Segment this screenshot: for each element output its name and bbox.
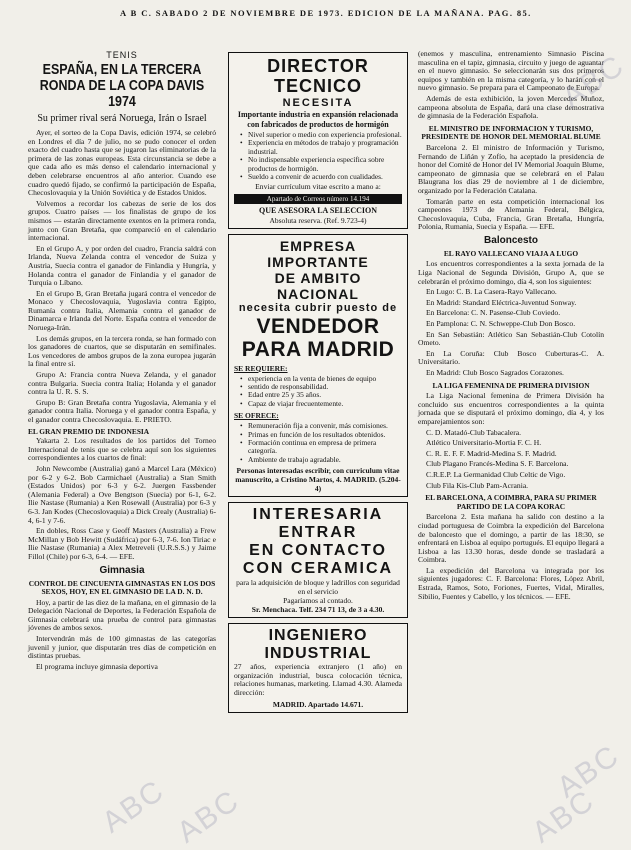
paragraph: Barcelona 2. El ministro de Información y Turismo, Fernando de Liñán y Zofío, ha aceptado la presidencia de honor del Comité de Honor del IV Memorial Joaquín Blume, campeonato de gimnasia que se celebrará en el Palau Blaugrana los días 29 de noviembre al 1 de diciembre, organizado por la Federación Catalana. xyxy=(418,142,604,195)
ad-bullets xyxy=(234,131,402,181)
paragraph: Hoy, a partir de las diez de la mañana, en el gimnasio de la Delegación Nacional de Deportes, la Federación Española de Gimnasia celebrará una prueba de control para gimnastas jóvenes de ambos sexos. xyxy=(28,597,216,633)
ad-vendedor xyxy=(228,234,408,498)
ad-big-title: PARA MADRID xyxy=(241,337,395,361)
paragraph: En el Grupo A, y por orden del cuadro, Francia saldrá con Irlanda, Nueva Zelanda contra el vencedor de Suiza y Austria, Suecia contra el ganador de Finlandia y Hungría, y Holanda contra el ganador de Finlandia y el ganador de Turquía o Líbano. xyxy=(28,243,216,288)
paragraph: En dobles, Ross Case y Geoff Masters (Australia) a Frew McMillan y Bob Hewitt (Sudáfrica) por 6-3, 7-6. Ion Tiriac e Ilie Nastase (Rumania) a Alex Metreveli (U.R.S.S.) y Jaime Fillol (Chile) por 6-3, 6-4. — EFE. xyxy=(28,526,216,561)
ad-requirements xyxy=(234,375,402,409)
bullet-item: • Capaz de viajar frecuentemente. xyxy=(240,400,402,408)
article-title: EL BARCELONA, A COIMBRA, PARA SU PRIMER PARTIDO DE LA COPA KORAC xyxy=(425,493,597,511)
paragraph: (enemos y masculina, entrenamiento Simnasio Piscina masculina en el tapiz, gimnasia, circuito y juego de aguantar en el nuevo gimnasio. Se seleccionarán sus dos primeros equipos y también en la misma categoría, y lo harán con el nuevo gimnasio. Se prepara para el Campeonato de Europa. xyxy=(418,49,604,93)
ad-line: DE AMBITO NACIONAL xyxy=(274,269,362,302)
section-title: Gimnasia xyxy=(99,564,145,576)
paragraph: Barcelona 2. Esta mañana ha salido con destino a la ciudad portuguesa de Coimbra la expedición del Barcelona de baloncesto que el domingo, a partir de las 18:30, se enfrentará en Lisboa al equipo portugués. El equipo llegará a Lisboa a las 13.30 horas, desde donde se trasladará a Coimbra. xyxy=(418,512,604,565)
ad-ingeniero xyxy=(228,623,408,712)
watermark: ABC xyxy=(526,783,601,850)
ad-line: EMPRESA IMPORTANTE xyxy=(267,237,369,270)
article-title: LA LIGA FEMENINA DE PRIMERA DIVISION xyxy=(432,380,590,390)
ad-body: 27 años, experiencia extranjero (1 año) en organización industrial, busca colocación técnica, relaciones humanas, marketing. Llamad 4.30. Alameda dirección: xyxy=(234,662,402,697)
match-line: En Madrid: Standard Eléctrica-Juventud Sonway. xyxy=(426,297,577,307)
paragraph: Grupo B: Gran Bretaña contra Yugoslavia, Alemania y el ganador contra Italia. Noruega y el ganador contra España, y el ganador contra Checoslovaquia. E. PRIETO. xyxy=(28,397,216,424)
ad-foot-ref: Absoluta reserva. (Ref. 9.723-4) xyxy=(269,215,367,225)
ad-title: INTERESARIA xyxy=(252,506,384,524)
ad-ceramica xyxy=(228,502,408,618)
bullet-item: • Remuneración fija a convenir, más comisiones. xyxy=(240,422,402,430)
paragraph: El programa incluye gimnasia deportiva xyxy=(36,661,158,671)
article-title: EL MINISTRO DE INFORMACION Y TURISMO, PRESIDENTE DE HONOR DEL MEMORIAL BLUME xyxy=(421,123,601,142)
ad-label: SE OFRECE: xyxy=(234,411,279,421)
column-ads xyxy=(228,52,408,842)
section-title: Baloncesto xyxy=(484,234,538,246)
match-line: C.R.E.P. La Germanidad Club Celtic de Vigo. xyxy=(426,469,566,479)
ad-body: Pagaríamos al contado. xyxy=(283,596,353,606)
watermark: ABC xyxy=(556,48,631,115)
column-left xyxy=(28,50,216,840)
bullet-item: • Sueldo a convenir de acuerdo con cualidades. xyxy=(240,173,402,181)
match-line: En Madrid: Club Bosco Sagrados Corazones. xyxy=(426,368,564,377)
paragraph: Los encuentros correspondientes a la sexta jornada de la Liga Nacional de Segunda División, Grupo A, que se celebrarán el próximo domingo, día 4, son los siguientes: xyxy=(418,259,604,286)
ad-title: EN CONTACTO xyxy=(249,542,387,560)
ad-box: Apartado de Correos número 14.194 xyxy=(234,194,402,204)
ad-label: SE REQUIERE: xyxy=(234,363,288,373)
paragraph: En el Grupo B, Gran Bretaña jugará contra el vencedor de Monaco y Checoslovaquia, Yugoslavia contra Egipto, Rumanía contra Italia, Alemania contra el ganador de Dinamarca e Irlanda del Norte. España contra el vencedor de Noruega-Irán. xyxy=(28,288,216,333)
ad-offers xyxy=(234,422,402,464)
match-line: En Pamplona: C. N. Schweppe-Club Don Bosco. xyxy=(426,319,576,329)
paragraph: Además de esta exhibición, la joven Mercedes Muñoz, campeona absoluta de España, dará una clase demostrativa de gimnasia de la Federación Española. xyxy=(418,93,604,121)
ad-company: Importante industria en expansión relacionada con fabricados de productos de hormigón xyxy=(237,110,399,129)
match-line: Club Fila Kis-Club Pam-Acrania. xyxy=(426,480,529,490)
bullet-item: • Experiencia en métodos de trabajo y programación industrial. xyxy=(240,139,402,156)
watermark: ABC xyxy=(171,783,246,850)
headline: ESPAÑA, EN LA TERCERA RONDA DE LA COPA DAVIS 1974 xyxy=(39,62,205,110)
paragraph: Yakarta 2. Los resultados de los partidos del Torneo Internacional de tenis que se celebra aquí son los siguientes correspondientes a los cuartos de final: xyxy=(28,436,216,463)
paragraph: Volvemos a recordar los cabezas de serie de los dos grupos. Cuatro países — los finalistas de grupo de los mismos — estarán directamente exentos en la primera ronda, junto con Gran Bretaña, que compareció en el calendario internacional. xyxy=(28,198,216,243)
paragraph: Los demás grupos, en la tercera ronda, se han formado con los ganadores de cuartos, que se disputarán en semifinales. Los vencedores de ambos grupos de la zona europea jugarán la final entre sí. xyxy=(28,333,216,369)
paragraph: Grupo A: Francia contra Nueva Zelanda, y el ganador contra Bulgaria. Suecia contra Italia; Holanda y el ganador contra la U. R. S. S. xyxy=(28,370,216,397)
watermark: ABC xyxy=(551,738,626,805)
subheadline: Su primer rival será Noruega, Irán o Israel xyxy=(37,113,207,124)
bullet-item: • sentido de responsabilidad. xyxy=(240,383,402,391)
paragraph: Ayer, el sorteo de la Copa Davis, edición 1974, se celebró en Londres el día 7 de julio, no se pudo conocer el orden exacto del cuadro hasta que se jugaron las eliminatorias de la primera de las zonas europeas. Esta circunstancia se debe a que cada año es más denso el calendario internacional y deben celebrarse encuentros al año anterior. Cuando ese cuadro quedó fijado, se confirmó la participación de España, Checoslovaquia y la Unión Soviética y de Estados Unidos. xyxy=(28,128,216,198)
watermark: ABC xyxy=(96,773,171,840)
match-line: En San Sebastián: Atlético San Sebastián-Club Cotolín Ometo. xyxy=(418,329,604,348)
match-line: C. R. E. F. F. Madrid-Medina S. F. Madrid. xyxy=(426,448,557,458)
ad-foot: Personas interesadas escribir, con curriculum vitae manuscrito, a Cristino Martos, 4. MADRID. (5.204-4) xyxy=(235,466,401,494)
paragraph: La Liga Nacional femenina de Primera División ha concluido sus encuentros correspondientes a la quinta jornada que se disputará el próximo domingo, día 4, y los emparejamientos son: xyxy=(418,391,604,426)
match-line: En La Coruña: Club Bosco Cuberturas-C. A. Universitario. xyxy=(418,348,604,367)
bullet-item: • Nivel superior o medio con experiencia profesional. xyxy=(240,131,402,139)
match-line: Club Plagano Francés-Medina S. F. Barcelona. xyxy=(426,459,569,469)
bullet-item: • Formación continua en empresa de primera categoría. xyxy=(240,439,402,456)
match-line: Atlético Universitario-Mortia F. C. H. xyxy=(426,438,542,448)
ad-foot: QUE ASESORA LA SELECCION xyxy=(258,206,378,216)
ad-note: Enviar currículum vitae escrito a mano a: xyxy=(255,182,381,192)
bullet-item: • Primas en función de los resultados obtenidos. xyxy=(240,431,402,439)
paragraph: John Newcombe (Australia) ganó a Marcel Lara (México) por 6-2 y 6-2. Bob Carmichael (Australia) a Stan Smith (Estados Unidos) por 6-3 y 6-2. Juergen Fassbender (Alemania Federal) a Ove Bengtson (Suecia) por 6-1, 6-2. Ilie Nastase (Rumania) a Ken Rosewall (Australia) por 6-3 y 6-3. Jan Kodes (Checoslovaquia) a Dick Crealy (Australia) 6-4, 6-1 y 7-6. xyxy=(28,463,216,525)
ad-title: CON CERAMICA xyxy=(242,560,394,578)
ad-foot: MADRID. Apartado 14.671. xyxy=(272,699,364,709)
ad-title: ENTRAR xyxy=(278,524,358,542)
match-line: C. D. Matadó-Club Tabacalera. xyxy=(426,427,522,437)
ad-title: INGENIERO INDUSTRIAL xyxy=(264,627,372,663)
bullet-item: • experiencia en la venta de bienes de equipo xyxy=(240,375,402,383)
paragraph: La expedición del Barcelona va integrada por los siguientes jugadores: C. F. Barcelona: Flores, López Abril, Estrada, Ramos, Soto, Foriones, Fuertes, Vidal, Miralles, Sibilio, Fuentes y Cabello, y los técnicos. — EFE. xyxy=(418,565,604,601)
ad-director-tecnico xyxy=(228,52,408,229)
ad-body: para la adquisición de bloque y ladrillos con seguridad en el servicio xyxy=(236,578,400,597)
match-line: En Lugo: C. B. La Casera-Rayo Vallecano. xyxy=(426,287,557,297)
paragraph: Intervendrán más de 100 gimnastas de las categorías juvenil y junior, que disputarán tres días de competición en distintas pruebas. xyxy=(28,634,216,661)
ad-contact: Sr. Menchaca. Telf. 234 71 13, de 3 a 4.30. xyxy=(251,605,385,615)
ad-big-title: VENDEDOR xyxy=(256,314,380,338)
page-header: A B C. SABADO 2 DE NOVIEMBRE DE 1973. EDICION DE LA MAÑANA. PAG. 85. xyxy=(120,8,532,18)
ad-line: necesita cubrir puesto de xyxy=(238,301,398,314)
ad-title: DIRECTOR TECNICO xyxy=(267,56,369,96)
bullet-item: • No indispensable experiencia específica sobre productos de hormigón. xyxy=(240,156,402,173)
bullet-item: • Edad entre 25 y 35 años. xyxy=(240,391,402,399)
article-title: EL RAYO VALLECANO VIAJA A LUGO xyxy=(443,248,579,258)
match-line: En Barcelona: C. N. Pasense-Club Coviedo. xyxy=(426,308,561,318)
paragraph: Tomarán parte en esta competición internacional los campeones 1973 de Alemania Federal, Bélgica, Checoslovaquia, Cuba, Francia, Gran Bretaña, Hungría, Polonia, Rumania, Suecia y España. — EFE. xyxy=(418,196,604,232)
section-tag: TENIS xyxy=(106,50,138,60)
column-right xyxy=(418,50,604,840)
bullet-item: • Ambiente de trabajo agradable. xyxy=(240,456,402,464)
article-title: CONTROL DE CINCUENTA GIMNASTAS EN LOS DOS SEXOS, HOY, EN EL GIMNASIO DE LA D. N. D. xyxy=(28,578,216,597)
article-title: EL GRAN PREMIO DE INDONESIA xyxy=(28,426,150,436)
ad-subtitle: NECESITA xyxy=(282,97,354,109)
